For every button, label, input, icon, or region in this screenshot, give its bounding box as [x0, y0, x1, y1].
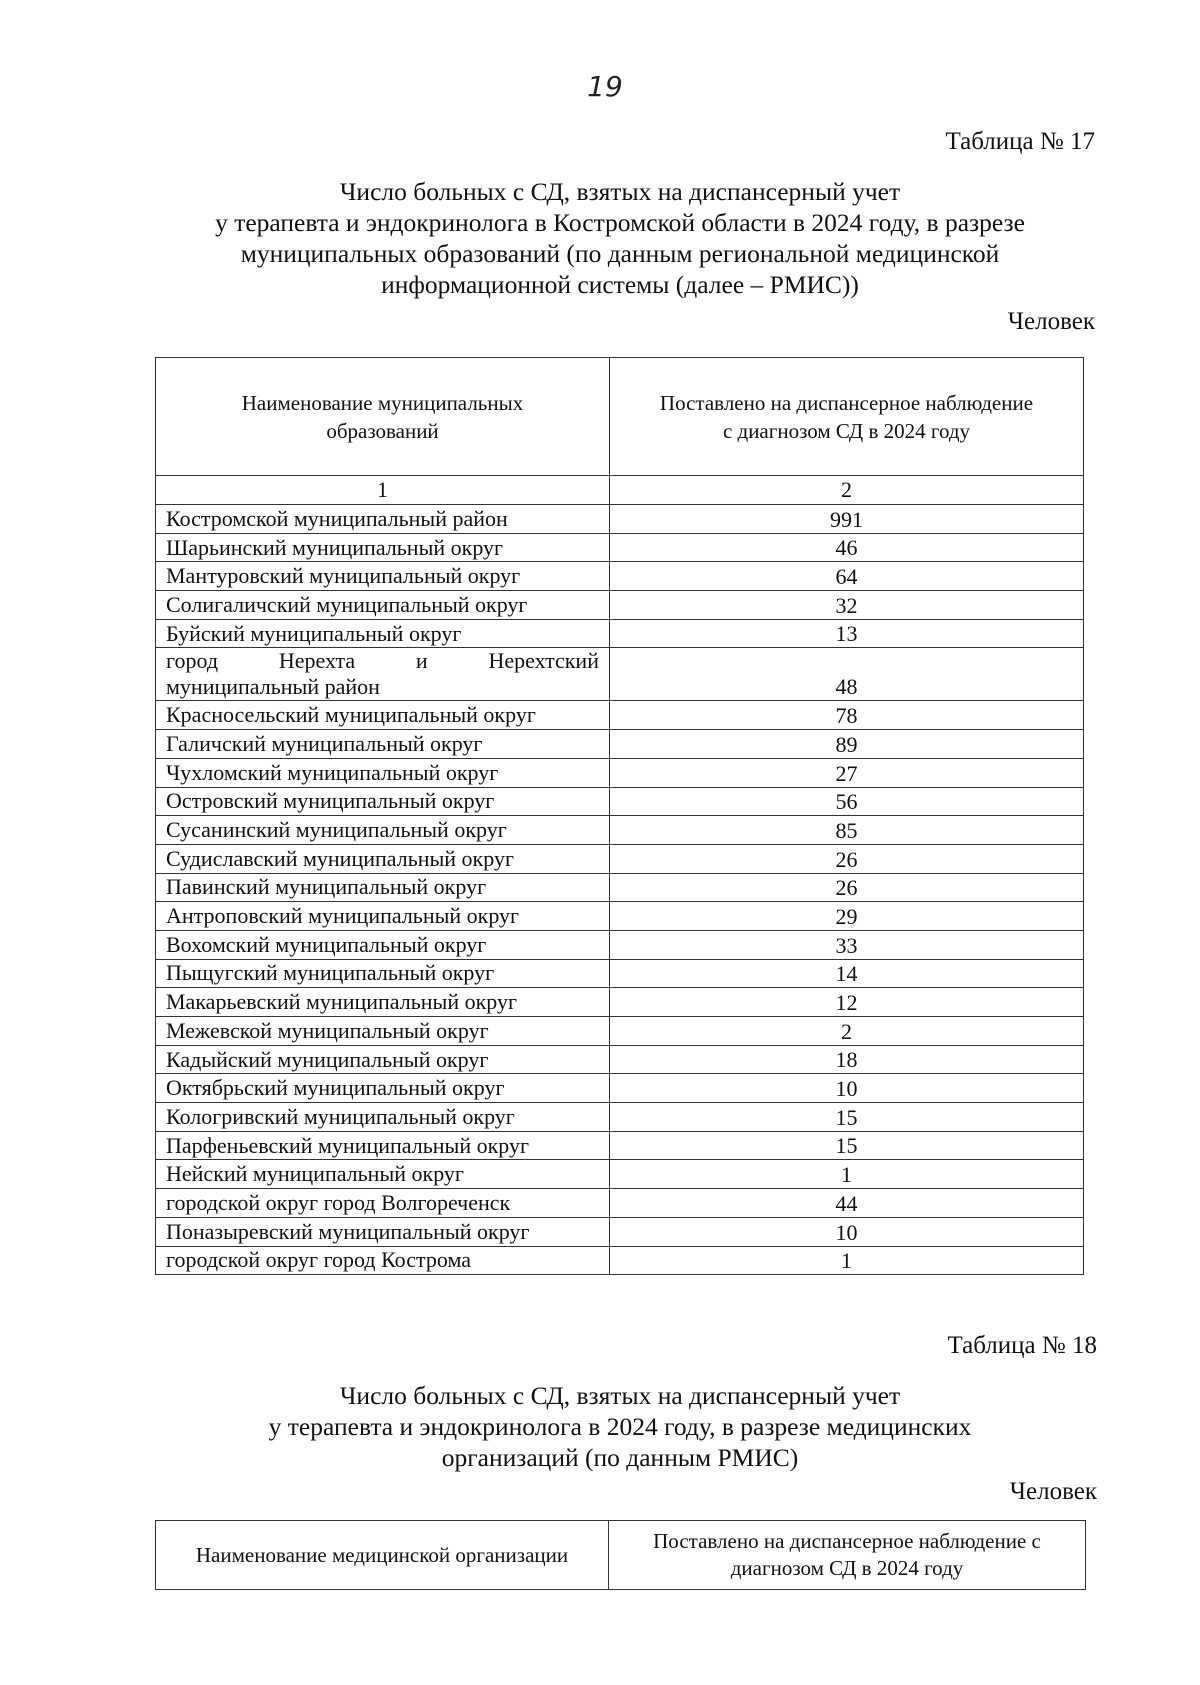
municipality-name-word: и — [415, 648, 428, 674]
municipality-name: Красносельский муниципальный округ — [156, 701, 610, 730]
table17-unit: Человек — [1007, 308, 1095, 335]
patient-count: 2 — [610, 1017, 1084, 1046]
municipality-name: Вохомский муниципальный округ — [156, 930, 610, 959]
municipality-name: Судиславский муниципальный округ — [156, 844, 610, 873]
municipality-name: Кадыйский муниципальный округ — [156, 1045, 610, 1074]
table-row — [156, 816, 1084, 845]
municipality-name: Мантуровский муниципальный округ — [156, 562, 610, 591]
table-row — [156, 959, 1084, 988]
municipality-name: Антроповский муниципальный округ — [156, 902, 610, 931]
municipality-name-word: Нерехта — [278, 648, 356, 674]
table17-title-line: Число больных с СД, взятых на диспансерный учет — [339, 177, 901, 206]
table17 — [155, 357, 1084, 1275]
patient-count: 14 — [610, 959, 1084, 988]
municipality-name: Чухломский муниципальный округ — [156, 758, 610, 787]
table-row — [156, 1217, 1084, 1246]
patient-count: 1 — [610, 1160, 1084, 1189]
table18-header-name: Наименование медицинской организации — [156, 1521, 609, 1590]
table17-title — [140, 176, 1100, 300]
municipality-name: Макарьевский муниципальный округ — [156, 988, 610, 1017]
municipality-name: Пыщугский муниципальный округ — [156, 959, 610, 988]
patient-count: 78 — [610, 701, 1084, 730]
table17-header-name — [156, 358, 610, 476]
table-row — [156, 787, 1084, 816]
municipality-name: Островский муниципальный округ — [156, 787, 610, 816]
municipality-name-word: Нерехтский — [488, 648, 599, 674]
patient-count: 26 — [610, 873, 1084, 902]
header-text: диагнозом СД в 2024 году — [730, 1556, 964, 1580]
table-row — [156, 1103, 1084, 1132]
table-row — [156, 1131, 1084, 1160]
municipality-name: Костромской муниципальный район — [156, 505, 610, 534]
municipality-name: Солигаличский муниципальный округ — [156, 591, 610, 620]
table-row — [156, 619, 1084, 648]
patient-count: 26 — [610, 844, 1084, 873]
patient-count: 64 — [610, 562, 1084, 591]
column-number: 1 — [156, 476, 610, 505]
patient-count: 48 — [610, 648, 1084, 701]
table-row — [156, 562, 1084, 591]
table18-label: Таблица № 18 — [947, 1332, 1097, 1359]
table18-title — [140, 1380, 1100, 1473]
header-text: с диагнозом СД в 2024 году — [722, 418, 971, 443]
table-row — [156, 1074, 1084, 1103]
municipality-name: Буйский муниципальный округ — [156, 619, 610, 648]
municipality-name: Сусанинский муниципальный округ — [156, 816, 610, 845]
table17-label: Таблица № 17 — [945, 128, 1095, 155]
table18 — [155, 1520, 1086, 1590]
header-text: Поставлено на диспансерное наблюдение с — [653, 1529, 1041, 1553]
page-number: 19 — [587, 70, 623, 103]
patient-count: 85 — [610, 816, 1084, 845]
table-row — [156, 730, 1084, 759]
table-row — [156, 873, 1084, 902]
table18-header-value — [609, 1521, 1086, 1590]
table18-title-line: организаций (по данным РМИС) — [441, 1443, 799, 1472]
table-row — [156, 1189, 1084, 1218]
patient-count: 10 — [610, 1217, 1084, 1246]
table-row — [156, 902, 1084, 931]
patient-count: 12 — [610, 988, 1084, 1017]
patient-count: 991 — [610, 505, 1084, 534]
table-row — [156, 988, 1084, 1017]
table-row — [156, 648, 1084, 701]
table17-title-line: муниципальных образований (по данным региональной медицинской — [240, 239, 1000, 268]
table-row — [156, 1160, 1084, 1189]
header-text: образований — [326, 418, 439, 443]
municipality-name: Павинский муниципальный округ — [156, 873, 610, 902]
patient-count: 1 — [610, 1246, 1084, 1275]
table17-header-value — [610, 358, 1084, 476]
table17-title-line: у терапевта и эндокринолога в Костромской области в 2024 году, в разрезе — [215, 208, 1025, 237]
patient-count: 10 — [610, 1074, 1084, 1103]
column-number: 2 — [610, 476, 1084, 505]
patient-count: 18 — [610, 1045, 1084, 1074]
header-text: Поставлено на диспансерное наблюдение — [659, 390, 1034, 415]
patient-count: 29 — [610, 902, 1084, 931]
municipality-name: Октябрьский муниципальный округ — [156, 1074, 610, 1103]
table-row — [156, 1045, 1084, 1074]
table17-title-line: информационной системы (далее – РМИС)) — [381, 270, 859, 299]
patient-count: 44 — [610, 1189, 1084, 1218]
table-row — [156, 930, 1084, 959]
municipality-name — [156, 648, 610, 701]
patient-count: 15 — [610, 1131, 1084, 1160]
table18-title-line: у терапевта и эндокринолога в 2024 году, в разрезе медицинских — [268, 1412, 972, 1441]
header-text: Наименование муниципальных — [241, 390, 524, 415]
patient-count: 13 — [610, 619, 1084, 648]
patient-count: 27 — [610, 758, 1084, 787]
patient-count: 15 — [610, 1103, 1084, 1132]
table18-unit: Человек — [1009, 1478, 1097, 1505]
municipality-name: Парфеньевский муниципальный округ — [156, 1131, 610, 1160]
municipality-name: Поназыревский муниципальный округ — [156, 1217, 610, 1246]
table-row — [156, 533, 1084, 562]
patient-count: 56 — [610, 787, 1084, 816]
table-row — [156, 505, 1084, 534]
municipality-name-line: муниципальный район — [166, 674, 380, 700]
patient-count: 89 — [610, 730, 1084, 759]
municipality-name: Межевской муниципальный округ — [156, 1017, 610, 1046]
patient-count: 46 — [610, 533, 1084, 562]
municipality-name: городской округ город Волгореченск — [156, 1189, 610, 1218]
municipality-name: городской округ город Кострома — [156, 1246, 610, 1275]
table-row — [156, 1246, 1084, 1275]
municipality-name: Нейский муниципальный округ — [156, 1160, 610, 1189]
municipality-name: Галичский муниципальный округ — [156, 730, 610, 759]
table-row — [156, 701, 1084, 730]
patient-count: 33 — [610, 930, 1084, 959]
table-row — [156, 844, 1084, 873]
table-row — [156, 591, 1084, 620]
table-row — [156, 1017, 1084, 1046]
table18-title-line: Число больных с СД, взятых на диспансерный учет — [339, 1381, 901, 1410]
table-row — [156, 758, 1084, 787]
municipality-name: Шарьинский муниципальный округ — [156, 533, 610, 562]
patient-count: 32 — [610, 591, 1084, 620]
municipality-name: Кологривский муниципальный округ — [156, 1103, 610, 1132]
municipality-name-word: город — [166, 648, 219, 674]
